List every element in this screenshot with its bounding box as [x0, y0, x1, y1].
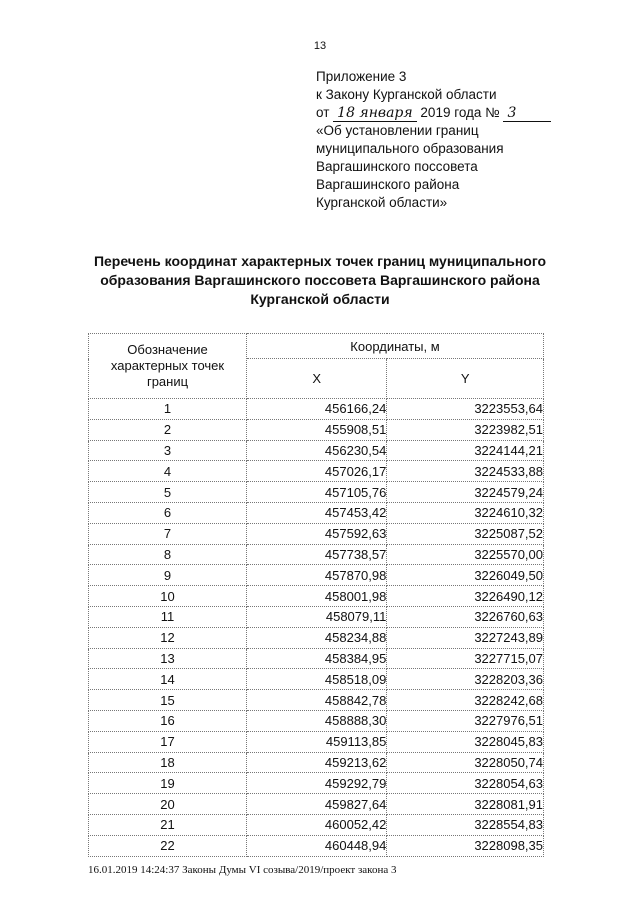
point-number: 4 [89, 461, 247, 482]
table-row [89, 419, 544, 440]
table-row [89, 710, 544, 731]
point-number: 21 [89, 814, 247, 835]
point-number: 9 [89, 565, 247, 586]
coord-x: 458234,88 [247, 627, 387, 648]
coord-y: 3227243,89 [387, 627, 544, 648]
point-number: 5 [89, 482, 247, 503]
table-row [89, 502, 544, 523]
page-number: 13 [313, 40, 327, 52]
point-number: 2 [89, 419, 247, 440]
appendix-line-2: к Закону Курганской области [316, 87, 497, 102]
point-number: 7 [89, 523, 247, 544]
coord-x: 458079,11 [247, 606, 387, 627]
coord-x: 458842,78 [247, 690, 387, 711]
table-row [89, 835, 544, 856]
table-row [89, 565, 544, 586]
appendix-line-7: Варгашинского района [316, 177, 460, 192]
coord-y: 3224610,32 [387, 502, 544, 523]
table-row [89, 627, 544, 648]
point-number: 15 [89, 690, 247, 711]
appendix-line-4: «Об установлении границ [316, 123, 479, 138]
coord-y: 3224579,24 [387, 482, 544, 503]
coord-x: 460448,94 [247, 835, 387, 856]
header-x: X [247, 359, 387, 399]
point-number: 14 [89, 669, 247, 690]
point-number: 3 [89, 440, 247, 461]
coord-x: 457453,42 [247, 502, 387, 523]
table-row [89, 461, 544, 482]
coord-y: 3226760,63 [387, 606, 544, 627]
header-coordinates: Координаты, м [247, 334, 544, 359]
coord-y: 3228050,74 [387, 752, 544, 773]
table-row [89, 794, 544, 815]
appendix-header [316, 68, 551, 212]
footer-stamp: 16.01.2019 14:24:37 Законы Думы VI созыва/2019/проект закона 3 [88, 864, 397, 876]
coord-y: 3228081,91 [387, 794, 544, 815]
coord-x: 455908,51 [247, 419, 387, 440]
header-y: Y [387, 359, 544, 399]
table-row [89, 731, 544, 752]
coord-x: 456230,54 [247, 440, 387, 461]
table-row [89, 773, 544, 794]
date-suffix: 2019 года № [420, 105, 500, 120]
coord-x: 459213,62 [247, 752, 387, 773]
point-number: 10 [89, 586, 247, 607]
coord-y: 3225570,00 [387, 544, 544, 565]
point-number: 19 [89, 773, 247, 794]
coord-x: 457870,98 [247, 565, 387, 586]
table-row [89, 669, 544, 690]
point-number: 22 [89, 835, 247, 856]
table-row [89, 440, 544, 461]
table-row [89, 752, 544, 773]
coord-y: 3224533,88 [387, 461, 544, 482]
coord-y: 3228554,83 [387, 814, 544, 835]
coord-x: 459827,64 [247, 794, 387, 815]
table-row [89, 586, 544, 607]
coord-y: 3223553,64 [387, 399, 544, 420]
point-number: 18 [89, 752, 247, 773]
point-number: 11 [89, 606, 247, 627]
coord-y: 3228045,83 [387, 731, 544, 752]
table-row [89, 544, 544, 565]
appendix-line-1: Приложение 3 [316, 69, 407, 84]
point-number: 17 [89, 731, 247, 752]
coord-x: 458518,09 [247, 669, 387, 690]
coordinates-table [88, 333, 544, 857]
coord-y: 3223982,51 [387, 419, 544, 440]
coord-y: 3228242,68 [387, 690, 544, 711]
handwritten-law-number: 3 [503, 106, 551, 122]
table-row [89, 399, 544, 420]
coord-x: 457592,63 [247, 523, 387, 544]
point-number: 6 [89, 502, 247, 523]
coord-y: 3226049,50 [387, 565, 544, 586]
point-number: 20 [89, 794, 247, 815]
point-number: 12 [89, 627, 247, 648]
appendix-date-line [316, 104, 551, 122]
coord-y: 3226490,12 [387, 586, 544, 607]
coord-x: 458001,98 [247, 586, 387, 607]
point-number: 16 [89, 710, 247, 731]
table-row [89, 648, 544, 669]
coord-y: 3225087,52 [387, 523, 544, 544]
coord-y: 3224144,21 [387, 440, 544, 461]
coord-x: 457738,57 [247, 544, 387, 565]
coord-x: 460052,42 [247, 814, 387, 835]
coord-x: 456166,24 [247, 399, 387, 420]
coord-y: 3228203,36 [387, 669, 544, 690]
coord-x: 459292,79 [247, 773, 387, 794]
table-row [89, 606, 544, 627]
document-title: Перечень координат характерных точек границ муниципального образования Варгашинского поссовета Варгашинского района Курганской области [93, 253, 547, 307]
header-point-name: Обозначение характерных точек границ [89, 334, 247, 399]
coord-x: 459113,85 [247, 731, 387, 752]
point-number: 1 [89, 399, 247, 420]
coord-y: 3227976,51 [387, 710, 544, 731]
coord-x: 457026,17 [247, 461, 387, 482]
table-row [89, 814, 544, 835]
coord-y: 3227715,07 [387, 648, 544, 669]
coord-x: 458888,30 [247, 710, 387, 731]
coordinates-table-body [89, 399, 544, 857]
handwritten-date: 18 января [333, 106, 416, 122]
appendix-line-8: Курганской области» [316, 195, 448, 210]
coord-x: 457105,76 [247, 482, 387, 503]
table-row [89, 523, 544, 544]
table-row [89, 690, 544, 711]
appendix-line-6: Варгашинского поссовета [316, 159, 478, 174]
appendix-line-5: муниципального образования [316, 141, 504, 156]
point-number: 13 [89, 648, 247, 669]
table-row [89, 482, 544, 503]
coord-y: 3228098,35 [387, 835, 544, 856]
point-number: 8 [89, 544, 247, 565]
date-prefix: от [316, 105, 330, 120]
coord-y: 3228054,63 [387, 773, 544, 794]
coord-x: 458384,95 [247, 648, 387, 669]
